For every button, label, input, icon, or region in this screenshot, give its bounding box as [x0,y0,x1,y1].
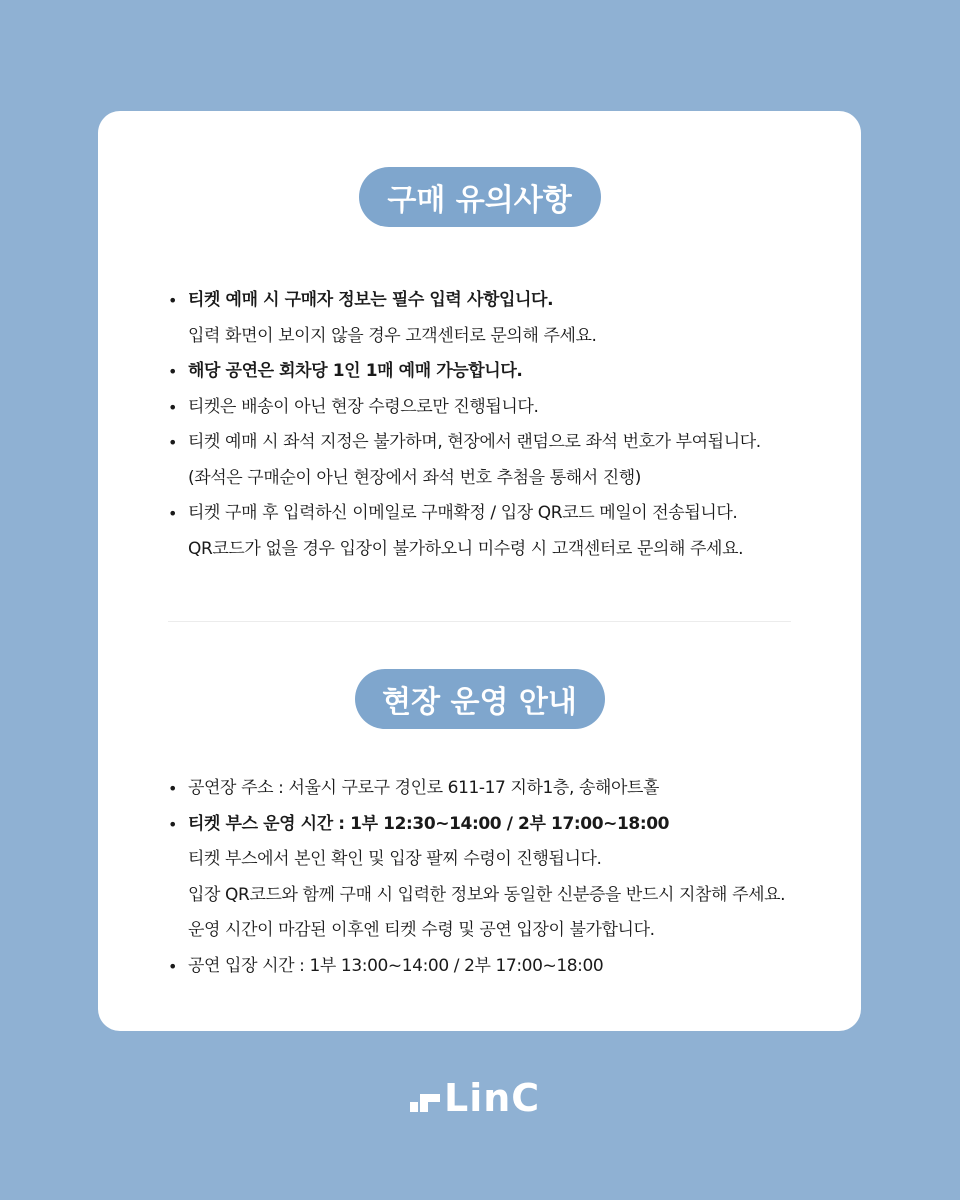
item-text: • 공연 입장 시간 : 1부 13:00~14:00 / 2부 17:00~18:00 [188,955,604,976]
item-subtext: QR코드가 없을 경우 입장이 불가하오니 미수령 시 고객센터로 문의해 주세요. [188,538,744,559]
item-text: • 해당 공연은 회차당 1인 1매 예매 가능합니다. [188,361,523,381]
list-item [168,771,831,807]
item-subtext: 입력 화면이 보이지 않을 경우 고객센터로 문의해 주세요. [188,325,597,346]
linc-logo [410,1078,540,1118]
item-text: • 티켓 예매 시 구매자 정보는 필수 입력 사항입니다. [188,290,554,310]
item-text: • 티켓은 배송이 아닌 현장 수령으로만 진행됩니다. [188,396,539,417]
item-text: • 티켓 예매 시 좌석 지정은 불가하며, 현장에서 랜덤으로 좌석 번호가 부여됩니다. [188,432,761,452]
list-item [168,496,831,567]
list-item [168,283,831,354]
linc-logo-mark-icon [410,1080,440,1116]
item-text: • 티켓 부스 운영 시간 : 1부 12:30~14:00 / 2부 17:00~18:00 [188,813,670,834]
list-item [168,390,831,426]
notice-card [98,111,861,1031]
item-text: • 공연장 주소 : 서울시 구로구 경인로 611-17 지하1층, 송해아트홀 [188,778,660,798]
item-subtext: 티켓 부스에서 본인 확인 및 입장 팔찌 수령이 진행됩니다. [188,849,602,869]
logo-text: LinC [444,1076,541,1120]
purchase-notes-list [168,283,831,567]
section-divider [168,621,791,622]
item-subtext: (좌석은 구매순이 아닌 현장에서 좌석 번호 추첨을 통해서 진행) [188,467,642,488]
list-item [168,807,831,949]
item-text: • 티켓 구매 후 입력하신 이메일로 구매확정 / 입장 QR코드 메일이 전송됩니다. [188,503,738,523]
section-title-onsite-guide: 현장 운영 안내 [355,669,605,729]
list-item [168,425,831,496]
onsite-guide-list [168,771,831,984]
list-item [168,354,831,390]
item-subtext: 운영 시간이 마감된 이후엔 티켓 수령 및 공연 입장이 불가합니다. [188,920,655,940]
item-subtext: 입장 QR코드와 함께 구매 시 입력한 정보와 동일한 신분증을 반드시 지참해 주세요. [188,884,786,905]
section-title-purchase-notes: 구매 유의사항 [359,167,601,227]
list-item [168,949,831,985]
